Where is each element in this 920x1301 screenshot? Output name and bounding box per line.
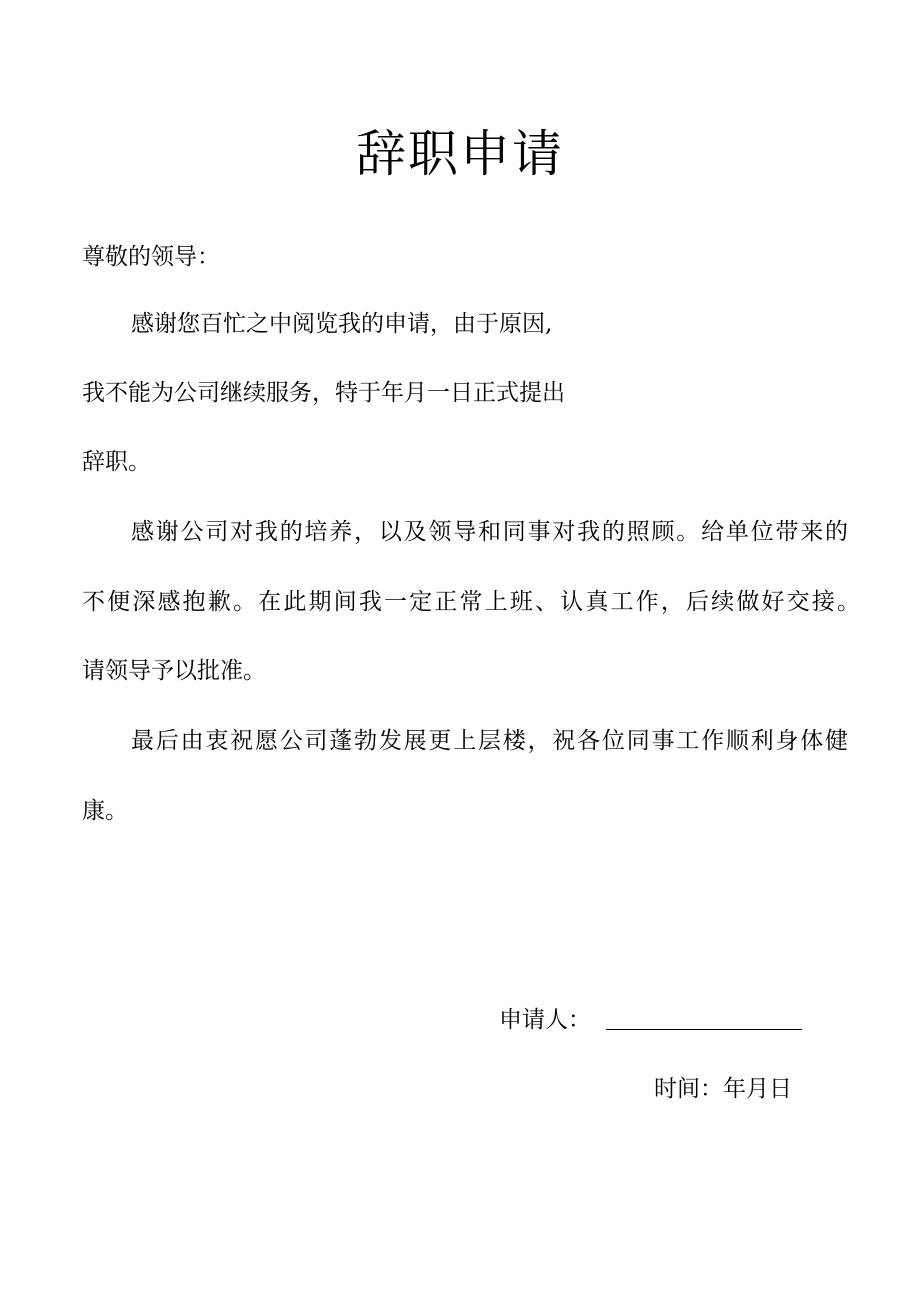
- salutation: 尊敬的领导：: [82, 244, 220, 270]
- paragraph-1-line-2: 我不能为公司继续服务，特于年月一日正式提出: [82, 380, 565, 406]
- paragraph-3-line-1: 最后由衷祝愿公司蓬勃发展更上层楼，祝各位同事工作顺利身体健: [131, 728, 848, 754]
- paragraph-3-line-2: 康。: [82, 798, 128, 824]
- document-title: 辞职申请: [356, 125, 564, 183]
- applicant-label: 申请人：: [499, 1007, 591, 1033]
- paragraph-2-line-1: 感谢公司对我的培养，以及领导和同事对我的照顾。给单位带来的: [131, 519, 848, 545]
- paragraph-1-line-3: 辞职。: [82, 449, 151, 475]
- paragraph-2-line-3: 请领导予以批准。: [82, 658, 266, 684]
- applicant-signature-line: [606, 1029, 802, 1030]
- paragraph-1-line-1: 感谢您百忙之中阅览我的申请，由于原因,: [131, 311, 553, 337]
- paragraph-2-line-2: 不便深感抱歉。在此期间我一定正常上班、认真工作，后续做好交接。: [82, 589, 860, 615]
- date-line: 时间：年月日: [654, 1076, 792, 1102]
